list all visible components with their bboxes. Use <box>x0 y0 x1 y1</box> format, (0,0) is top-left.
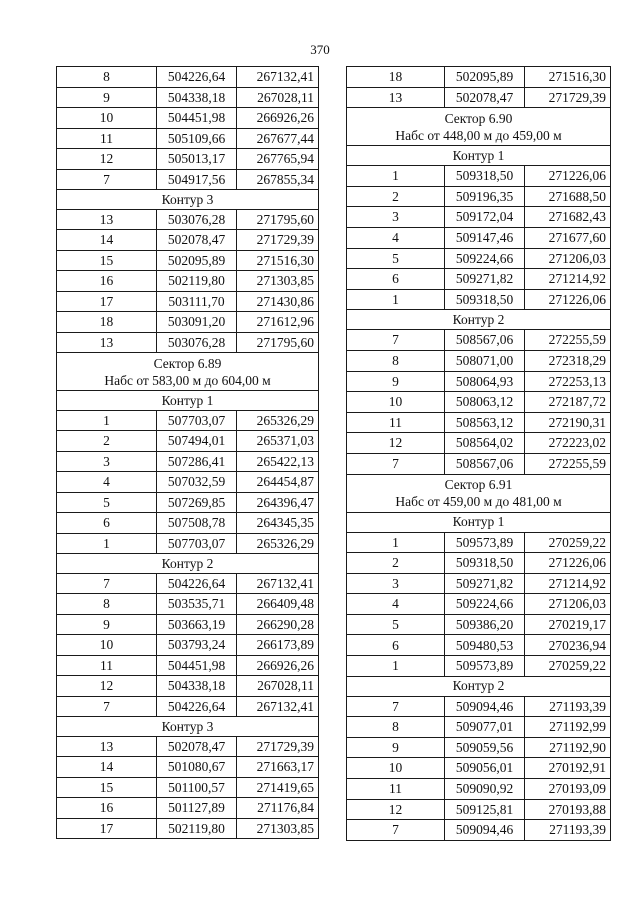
table-row <box>57 431 319 452</box>
contour-header-row <box>347 512 611 532</box>
table-row <box>347 656 611 677</box>
sector-header-cell <box>347 474 611 512</box>
point-number-cell: 7 <box>347 820 445 841</box>
point-number-cell: 14 <box>57 230 157 251</box>
table-row <box>57 492 319 513</box>
y-coordinate-cell: 264345,35 <box>237 513 319 534</box>
contour-header-row <box>347 146 611 166</box>
contour-label: Контур 1 <box>57 391 319 411</box>
y-coordinate-cell: 271795,60 <box>237 332 319 353</box>
x-coordinate-cell: 504226,64 <box>157 573 237 594</box>
point-number-cell: 7 <box>57 696 157 717</box>
table-row <box>57 757 319 778</box>
x-coordinate-cell: 509056,01 <box>445 758 525 779</box>
y-coordinate-cell: 271303,85 <box>237 818 319 839</box>
point-number-cell: 13 <box>347 87 445 108</box>
x-coordinate-cell: 502119,80 <box>157 818 237 839</box>
point-number-cell: 1 <box>347 656 445 677</box>
contour-label: Контур 3 <box>57 190 319 210</box>
y-coordinate-cell: 271516,30 <box>525 67 611 88</box>
x-coordinate-cell: 503091,20 <box>157 312 237 333</box>
table-row <box>57 451 319 472</box>
y-coordinate-cell: 272253,13 <box>525 371 611 392</box>
y-coordinate-cell: 271303,85 <box>237 271 319 292</box>
x-coordinate-cell: 507703,07 <box>157 410 237 431</box>
point-number-cell: 12 <box>57 676 157 697</box>
x-coordinate-cell: 508563,12 <box>445 412 525 433</box>
x-coordinate-cell: 503111,70 <box>157 291 237 312</box>
y-coordinate-cell: 266290,28 <box>237 614 319 635</box>
y-coordinate-cell: 270259,22 <box>525 532 611 553</box>
contour-header-row <box>57 554 319 574</box>
y-coordinate-cell: 265326,29 <box>237 533 319 554</box>
x-coordinate-cell: 501080,67 <box>157 757 237 778</box>
y-coordinate-cell: 271612,96 <box>237 312 319 333</box>
x-coordinate-cell: 505013,17 <box>157 149 237 170</box>
table-row <box>57 513 319 534</box>
point-number-cell: 18 <box>57 312 157 333</box>
point-number-cell: 4 <box>347 227 445 248</box>
table-row <box>57 472 319 493</box>
table-row <box>57 614 319 635</box>
table-row <box>57 230 319 251</box>
table-row <box>347 227 611 248</box>
point-number-cell: 2 <box>347 186 445 207</box>
point-number-cell: 1 <box>347 532 445 553</box>
table-row <box>347 392 611 413</box>
point-number-cell: 9 <box>57 87 157 108</box>
point-number-cell: 15 <box>57 777 157 798</box>
y-coordinate-cell: 272223,02 <box>525 433 611 454</box>
sector-header-row <box>347 108 611 146</box>
y-coordinate-cell: 271214,92 <box>525 269 611 290</box>
table-row <box>57 291 319 312</box>
point-number-cell: 7 <box>347 453 445 474</box>
sector-header-row <box>347 474 611 512</box>
x-coordinate-cell: 509125,81 <box>445 799 525 820</box>
y-coordinate-cell: 270192,91 <box>525 758 611 779</box>
sector-height-range: Набс от 448,00 м до 459,00 м <box>395 127 562 143</box>
table-row <box>57 169 319 190</box>
point-number-cell: 1 <box>347 289 445 310</box>
contour-label: Контур 1 <box>347 512 611 532</box>
x-coordinate-cell: 504917,56 <box>157 169 237 190</box>
sector-height-range: Набс от 583,00 м до 604,00 м <box>104 372 271 388</box>
y-coordinate-cell: 264454,87 <box>237 472 319 493</box>
table-row <box>347 248 611 269</box>
table-row <box>347 330 611 351</box>
point-number-cell: 9 <box>57 614 157 635</box>
point-number-cell: 3 <box>347 207 445 228</box>
y-coordinate-cell: 271663,17 <box>237 757 319 778</box>
point-number-cell: 11 <box>347 412 445 433</box>
x-coordinate-cell: 508564,02 <box>445 433 525 454</box>
point-number-cell: 1 <box>57 410 157 431</box>
x-coordinate-cell: 503076,28 <box>157 209 237 230</box>
x-coordinate-cell: 509271,82 <box>445 269 525 290</box>
x-coordinate-cell: 509318,50 <box>445 289 525 310</box>
point-number-cell: 8 <box>57 594 157 615</box>
table-row <box>347 350 611 371</box>
point-number-cell: 4 <box>347 594 445 615</box>
point-number-cell: 7 <box>347 696 445 717</box>
x-coordinate-cell: 508063,12 <box>445 392 525 413</box>
y-coordinate-cell: 270259,22 <box>525 656 611 677</box>
x-coordinate-cell: 509224,66 <box>445 594 525 615</box>
point-number-cell: 8 <box>347 350 445 371</box>
table-row <box>347 433 611 454</box>
contour-header-row <box>57 391 319 411</box>
table-row <box>347 717 611 738</box>
point-number-cell: 12 <box>57 149 157 170</box>
table-row <box>347 553 611 574</box>
y-coordinate-cell: 271206,03 <box>525 248 611 269</box>
point-number-cell: 10 <box>347 758 445 779</box>
x-coordinate-cell: 502095,89 <box>157 250 237 271</box>
x-coordinate-cell: 502095,89 <box>445 67 525 88</box>
x-coordinate-cell: 509271,82 <box>445 573 525 594</box>
point-number-cell: 7 <box>57 573 157 594</box>
page-number: 370 <box>310 42 330 57</box>
table-row <box>57 128 319 149</box>
x-coordinate-cell: 503793,24 <box>157 635 237 656</box>
contour-label: Контур 2 <box>347 310 611 330</box>
y-coordinate-cell: 271729,39 <box>237 736 319 757</box>
coordinates-table-left <box>56 66 319 839</box>
y-coordinate-cell: 272190,31 <box>525 412 611 433</box>
contour-label: Контур 2 <box>57 554 319 574</box>
table-row <box>57 676 319 697</box>
table-row <box>347 269 611 290</box>
y-coordinate-cell: 271192,99 <box>525 717 611 738</box>
y-coordinate-cell: 270193,09 <box>525 779 611 800</box>
y-coordinate-cell: 270219,17 <box>525 614 611 635</box>
y-coordinate-cell: 271419,65 <box>237 777 319 798</box>
x-coordinate-cell: 509480,53 <box>445 635 525 656</box>
point-number-cell: 8 <box>57 67 157 88</box>
point-number-cell: 17 <box>57 818 157 839</box>
table-row <box>347 635 611 656</box>
point-number-cell: 18 <box>347 67 445 88</box>
y-coordinate-cell: 265371,03 <box>237 431 319 452</box>
table-row <box>57 410 319 431</box>
table-row <box>57 818 319 839</box>
table-row <box>347 696 611 717</box>
sector-title: Сектор 6.89 <box>153 355 222 371</box>
x-coordinate-cell: 502078,47 <box>157 230 237 251</box>
y-coordinate-cell: 272187,72 <box>525 392 611 413</box>
point-number-cell: 11 <box>57 655 157 676</box>
x-coordinate-cell: 509077,01 <box>445 717 525 738</box>
sector-header-cell <box>57 353 319 391</box>
table-row <box>347 87 611 108</box>
point-number-cell: 5 <box>347 614 445 635</box>
point-number-cell: 8 <box>347 717 445 738</box>
y-coordinate-cell: 266926,26 <box>237 108 319 129</box>
x-coordinate-cell: 502119,80 <box>157 271 237 292</box>
x-coordinate-cell: 509318,50 <box>445 553 525 574</box>
point-number-cell: 1 <box>57 533 157 554</box>
y-coordinate-cell: 265326,29 <box>237 410 319 431</box>
contour-header-row <box>347 310 611 330</box>
x-coordinate-cell: 507494,01 <box>157 431 237 452</box>
table-row <box>57 312 319 333</box>
y-coordinate-cell: 271729,39 <box>237 230 319 251</box>
x-coordinate-cell: 509090,92 <box>445 779 525 800</box>
y-coordinate-cell: 271226,06 <box>525 289 611 310</box>
table-row <box>57 736 319 757</box>
table-row <box>347 820 611 841</box>
table-row <box>347 737 611 758</box>
x-coordinate-cell: 504451,98 <box>157 655 237 676</box>
y-coordinate-cell: 271226,06 <box>525 166 611 187</box>
y-coordinate-cell: 265422,13 <box>237 451 319 472</box>
point-number-cell: 9 <box>347 737 445 758</box>
y-coordinate-cell: 266409,48 <box>237 594 319 615</box>
y-coordinate-cell: 267028,11 <box>237 676 319 697</box>
table-row <box>347 799 611 820</box>
sector-title: Сектор 6.91 <box>444 477 513 492</box>
point-number-cell: 3 <box>347 573 445 594</box>
y-coordinate-cell: 271193,39 <box>525 820 611 841</box>
y-coordinate-cell: 271677,60 <box>525 227 611 248</box>
table-row <box>57 149 319 170</box>
point-number-cell: 7 <box>347 330 445 351</box>
x-coordinate-cell: 509094,46 <box>445 696 525 717</box>
x-coordinate-cell: 502078,47 <box>445 87 525 108</box>
x-coordinate-cell: 503535,71 <box>157 594 237 615</box>
y-coordinate-cell: 271192,90 <box>525 737 611 758</box>
point-number-cell: 13 <box>57 736 157 757</box>
point-number-cell: 6 <box>347 269 445 290</box>
x-coordinate-cell: 501100,57 <box>157 777 237 798</box>
sector-title: Сектор 6.90 <box>444 110 513 126</box>
y-coordinate-cell: 271206,03 <box>525 594 611 615</box>
table-row <box>347 594 611 615</box>
x-coordinate-cell: 504451,98 <box>157 108 237 129</box>
point-number-cell: 7 <box>57 169 157 190</box>
y-coordinate-cell: 271193,39 <box>525 696 611 717</box>
table-row <box>347 166 611 187</box>
y-coordinate-cell: 267132,41 <box>237 696 319 717</box>
y-coordinate-cell: 271214,92 <box>525 573 611 594</box>
table-row <box>347 453 611 474</box>
contour-header-row <box>57 190 319 210</box>
table-row <box>347 371 611 392</box>
y-coordinate-cell: 271795,60 <box>237 209 319 230</box>
contour-header-row <box>347 676 611 696</box>
x-coordinate-cell: 501127,89 <box>157 798 237 819</box>
point-number-cell: 14 <box>57 757 157 778</box>
table-row <box>347 186 611 207</box>
point-number-cell: 1 <box>347 166 445 187</box>
x-coordinate-cell: 507703,07 <box>157 533 237 554</box>
point-number-cell: 10 <box>57 108 157 129</box>
point-number-cell: 16 <box>57 798 157 819</box>
sector-height-range: Набс от 459,00 м до 481,00 м <box>395 494 562 509</box>
x-coordinate-cell: 509224,66 <box>445 248 525 269</box>
point-number-cell: 12 <box>347 433 445 454</box>
x-coordinate-cell: 503076,28 <box>157 332 237 353</box>
x-coordinate-cell: 504226,64 <box>157 696 237 717</box>
y-coordinate-cell: 264396,47 <box>237 492 319 513</box>
point-number-cell: 10 <box>57 635 157 656</box>
table-row <box>57 332 319 353</box>
y-coordinate-cell: 272255,59 <box>525 330 611 351</box>
sector-header-row <box>57 353 319 391</box>
point-number-cell: 6 <box>57 513 157 534</box>
point-number-cell: 13 <box>57 332 157 353</box>
contour-label: Контур 1 <box>347 146 611 166</box>
table-row <box>57 573 319 594</box>
table-row <box>57 67 319 88</box>
table-row <box>347 573 611 594</box>
y-coordinate-cell: 270193,88 <box>525 799 611 820</box>
x-coordinate-cell: 508071,00 <box>445 350 525 371</box>
x-coordinate-cell: 509386,20 <box>445 614 525 635</box>
table-row <box>57 777 319 798</box>
table-row <box>347 207 611 228</box>
point-number-cell: 9 <box>347 371 445 392</box>
x-coordinate-cell: 505109,66 <box>157 128 237 149</box>
x-coordinate-cell: 509573,89 <box>445 656 525 677</box>
y-coordinate-cell: 271682,43 <box>525 207 611 228</box>
x-coordinate-cell: 507508,78 <box>157 513 237 534</box>
y-coordinate-cell: 267132,41 <box>237 67 319 88</box>
table-row <box>57 798 319 819</box>
y-coordinate-cell: 267765,94 <box>237 149 319 170</box>
x-coordinate-cell: 507269,85 <box>157 492 237 513</box>
x-coordinate-cell: 509196,35 <box>445 186 525 207</box>
y-coordinate-cell: 267855,34 <box>237 169 319 190</box>
y-coordinate-cell: 266173,89 <box>237 635 319 656</box>
table-row <box>347 758 611 779</box>
y-coordinate-cell: 271516,30 <box>237 250 319 271</box>
point-number-cell: 5 <box>347 248 445 269</box>
point-number-cell: 13 <box>57 209 157 230</box>
point-number-cell: 4 <box>57 472 157 493</box>
x-coordinate-cell: 509573,89 <box>445 532 525 553</box>
sector-header-cell <box>347 108 611 146</box>
y-coordinate-cell: 267028,11 <box>237 87 319 108</box>
y-coordinate-cell: 270236,94 <box>525 635 611 656</box>
x-coordinate-cell: 509147,46 <box>445 227 525 248</box>
x-coordinate-cell: 504338,18 <box>157 87 237 108</box>
coordinates-table-right <box>346 66 611 841</box>
table-row <box>347 412 611 433</box>
x-coordinate-cell: 504226,64 <box>157 67 237 88</box>
point-number-cell: 5 <box>57 492 157 513</box>
table-row <box>57 635 319 656</box>
x-coordinate-cell: 502078,47 <box>157 736 237 757</box>
point-number-cell: 3 <box>57 451 157 472</box>
x-coordinate-cell: 507286,41 <box>157 451 237 472</box>
table-row <box>347 532 611 553</box>
x-coordinate-cell: 504338,18 <box>157 676 237 697</box>
x-coordinate-cell: 509172,04 <box>445 207 525 228</box>
y-coordinate-cell: 271176,84 <box>237 798 319 819</box>
x-coordinate-cell: 508064,93 <box>445 371 525 392</box>
point-number-cell: 15 <box>57 250 157 271</box>
table-row <box>347 614 611 635</box>
point-number-cell: 17 <box>57 291 157 312</box>
x-coordinate-cell: 509094,46 <box>445 820 525 841</box>
x-coordinate-cell: 508567,06 <box>445 330 525 351</box>
contour-header-row <box>57 717 319 737</box>
table-row <box>57 655 319 676</box>
x-coordinate-cell: 509318,50 <box>445 166 525 187</box>
coordinates-table <box>346 66 611 841</box>
y-coordinate-cell: 267677,44 <box>237 128 319 149</box>
point-number-cell: 11 <box>347 779 445 800</box>
table-row <box>347 67 611 88</box>
table-row <box>57 271 319 292</box>
point-number-cell: 6 <box>347 635 445 656</box>
point-number-cell: 12 <box>347 799 445 820</box>
y-coordinate-cell: 267132,41 <box>237 573 319 594</box>
table-row <box>347 779 611 800</box>
y-coordinate-cell: 272255,59 <box>525 453 611 474</box>
point-number-cell: 16 <box>57 271 157 292</box>
table-row <box>57 108 319 129</box>
coordinates-table <box>56 66 319 839</box>
table-row <box>57 250 319 271</box>
y-coordinate-cell: 271688,50 <box>525 186 611 207</box>
table-row <box>57 209 319 230</box>
x-coordinate-cell: 508567,06 <box>445 453 525 474</box>
x-coordinate-cell: 509059,56 <box>445 737 525 758</box>
y-coordinate-cell: 271226,06 <box>525 553 611 574</box>
point-number-cell: 11 <box>57 128 157 149</box>
contour-label: Контур 3 <box>57 717 319 737</box>
y-coordinate-cell: 266926,26 <box>237 655 319 676</box>
point-number-cell: 10 <box>347 392 445 413</box>
x-coordinate-cell: 503663,19 <box>157 614 237 635</box>
y-coordinate-cell: 272318,29 <box>525 350 611 371</box>
table-row <box>57 696 319 717</box>
table-row <box>57 533 319 554</box>
table-row <box>57 594 319 615</box>
table-row <box>57 87 319 108</box>
y-coordinate-cell: 271729,39 <box>525 87 611 108</box>
point-number-cell: 2 <box>57 431 157 452</box>
contour-label: Контур 2 <box>347 676 611 696</box>
point-number-cell: 2 <box>347 553 445 574</box>
x-coordinate-cell: 507032,59 <box>157 472 237 493</box>
y-coordinate-cell: 271430,86 <box>237 291 319 312</box>
table-row <box>347 289 611 310</box>
